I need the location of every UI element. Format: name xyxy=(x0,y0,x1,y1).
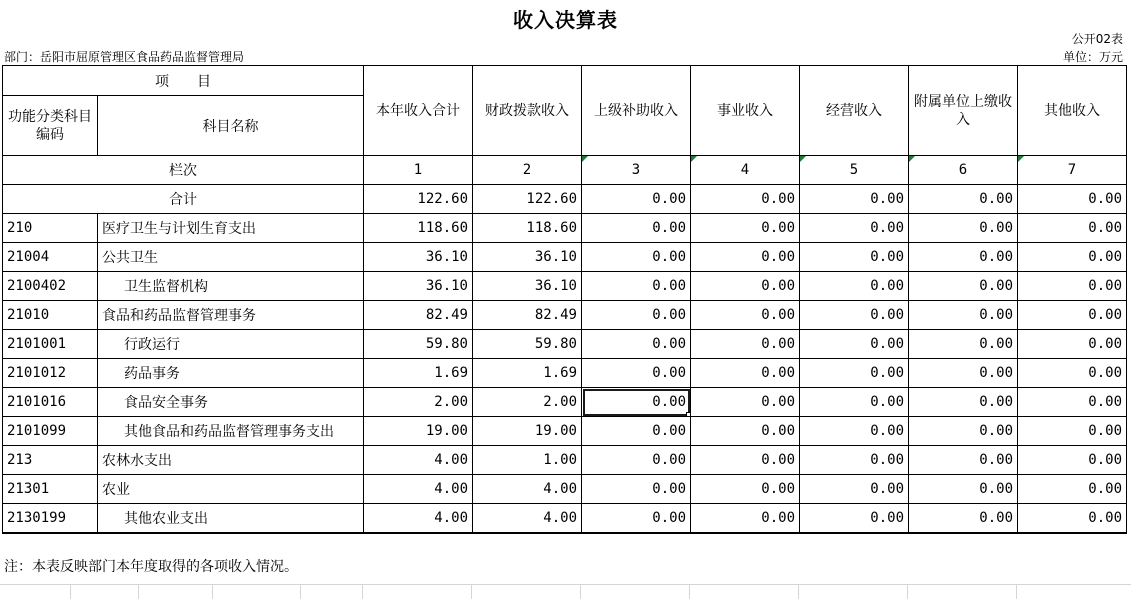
total-cell[interactable]: 0.00 xyxy=(1018,185,1127,214)
row-value-cell[interactable]: 0.00 xyxy=(691,388,800,417)
income-table xyxy=(2,65,1127,534)
total-label[interactable]: 合计 xyxy=(3,185,364,214)
row-value-cell[interactable]: 0.00 xyxy=(800,475,909,504)
table-row xyxy=(3,214,1127,243)
row-value-cell[interactable]: 0.00 xyxy=(800,301,909,330)
table-row xyxy=(3,272,1127,301)
row-name[interactable]: 食品安全事务 xyxy=(98,388,364,417)
row-value-cell[interactable]: 0.00 xyxy=(909,417,1018,446)
row-value-cell[interactable]: 0.00 xyxy=(1018,446,1127,475)
total-cell[interactable]: 0.00 xyxy=(909,185,1018,214)
row-value-cell[interactable]: 0.00 xyxy=(691,330,800,359)
row-value-cell[interactable]: 0.00 xyxy=(582,301,691,330)
table-note: 注：本表反映部门本年度取得的各项收入情况。 xyxy=(4,559,298,575)
total-cell[interactable]: 122.60 xyxy=(364,185,473,214)
header-code[interactable]: 功能分类科目编码 xyxy=(3,96,98,156)
row-value-cell[interactable]: 82.49 xyxy=(364,301,473,330)
report-title: 收入决算表 xyxy=(513,8,618,32)
row-value-cell[interactable]: 0.00 xyxy=(800,446,909,475)
row-value-cell[interactable]: 4.00 xyxy=(364,504,473,533)
row-value-cell[interactable]: 36.10 xyxy=(364,243,473,272)
row-code[interactable]: 2101016 xyxy=(3,388,98,417)
row-value-cell[interactable]: 0.00 xyxy=(582,330,691,359)
row-value-cell[interactable]: 0.00 xyxy=(1018,301,1127,330)
row-value-cell[interactable]: 0.00 xyxy=(1018,417,1127,446)
total-cell[interactable]: 0.00 xyxy=(582,185,691,214)
row-name[interactable]: 医疗卫生与计划生育支出 xyxy=(98,214,364,243)
header-item[interactable]: 项 目 xyxy=(3,66,364,96)
row-value-cell[interactable]: 0.00 xyxy=(800,272,909,301)
header-lanci[interactable]: 栏次 xyxy=(3,156,364,185)
table-row xyxy=(3,475,1127,504)
row-value-cell[interactable]: 0.00 xyxy=(1018,359,1127,388)
header-name[interactable]: 科目名称 xyxy=(98,96,364,156)
comment-flag-icon xyxy=(691,156,697,162)
header-col-7[interactable]: 其他收入 xyxy=(1018,66,1127,156)
comment-flag-icon xyxy=(909,156,915,162)
table-row xyxy=(3,446,1127,475)
row-value-cell[interactable]: 0.00 xyxy=(691,446,800,475)
row-value-cell[interactable]: 0.00 xyxy=(909,388,1018,417)
row-value-cell[interactable]: 36.10 xyxy=(473,272,582,301)
comment-flag-icon xyxy=(800,156,806,162)
table-row xyxy=(3,359,1127,388)
row-name[interactable]: 农林水支出 xyxy=(98,446,364,475)
header-col-3[interactable]: 上级补助收入 xyxy=(582,66,691,156)
row-value-cell[interactable]: 0.00 xyxy=(800,388,909,417)
row-value-cell[interactable]: 0.00 xyxy=(909,504,1018,533)
row-value-cell[interactable]: 36.10 xyxy=(364,272,473,301)
row-code[interactable]: 21010 xyxy=(3,301,98,330)
fill-handle[interactable] xyxy=(686,412,691,417)
total-cell[interactable]: 122.60 xyxy=(473,185,582,214)
total-row xyxy=(3,185,1127,214)
row-name[interactable]: 药品事务 xyxy=(98,359,364,388)
col-number-6[interactable]: 6 xyxy=(909,156,1018,185)
row-value-cell[interactable]: 0.00 xyxy=(800,243,909,272)
row-code[interactable]: 2100402 xyxy=(3,272,98,301)
row-value-cell[interactable]: 118.60 xyxy=(473,214,582,243)
row-value-cell[interactable]: 4.00 xyxy=(364,475,473,504)
row-value-cell[interactable]: 0.00 xyxy=(691,359,800,388)
row-value-cell[interactable]: 36.10 xyxy=(473,243,582,272)
table-row xyxy=(3,243,1127,272)
col-number-1[interactable]: 1 xyxy=(364,156,473,185)
row-value-cell[interactable]: 0.00 xyxy=(1018,272,1127,301)
total-cell[interactable]: 0.00 xyxy=(691,185,800,214)
row-value-cell[interactable]: 0.00 xyxy=(909,359,1018,388)
row-name[interactable]: 其他农业支出 xyxy=(98,504,364,533)
col-number-7[interactable]: 7 xyxy=(1018,156,1127,185)
row-code[interactable]: 2101001 xyxy=(3,330,98,359)
row-value-cell[interactable]: 0.00 xyxy=(909,272,1018,301)
row-value-cell[interactable]: 0.00 xyxy=(582,243,691,272)
row-value-cell[interactable]: 0.00 xyxy=(1018,388,1127,417)
row-value-cell[interactable]: 0.00 xyxy=(691,243,800,272)
row-value-cell[interactable]: 0.00 xyxy=(1018,504,1127,533)
header-col-6[interactable]: 附属单位上缴收入 xyxy=(909,66,1018,156)
row-value-cell[interactable]: 0.00 xyxy=(909,475,1018,504)
comment-flag-icon xyxy=(1018,156,1024,162)
row-value-cell[interactable]: 19.00 xyxy=(364,417,473,446)
header-col-5[interactable]: 经营收入 xyxy=(800,66,909,156)
row-value-cell[interactable]: 0.00 xyxy=(691,272,800,301)
col-number-4[interactable]: 4 xyxy=(691,156,800,185)
row-value-cell[interactable]: 0.00 xyxy=(800,214,909,243)
col-number-3[interactable]: 3 xyxy=(582,156,691,185)
row-code[interactable]: 2101099 xyxy=(3,417,98,446)
row-value-cell[interactable]: 0.00 xyxy=(691,475,800,504)
row-value-cell[interactable]: 0.00 xyxy=(909,214,1018,243)
row-value-cell[interactable]: 0.00 xyxy=(800,330,909,359)
department-label: 部门：岳阳市屈原管理区食品药品监督管理局 xyxy=(4,50,245,64)
row-value-cell[interactable]: 0.00 xyxy=(909,330,1018,359)
comment-flag-icon xyxy=(582,156,588,162)
row-value-cell[interactable]: 0.00 xyxy=(691,214,800,243)
table-row xyxy=(3,330,1127,359)
row-value-cell[interactable]: 0.00 xyxy=(691,504,800,533)
row-value-cell[interactable]: 0.00 xyxy=(582,446,691,475)
row-value-cell[interactable]: 0.00 xyxy=(1018,243,1127,272)
row-value-cell[interactable]: 0.00 xyxy=(909,301,1018,330)
header-col-4[interactable]: 事业收入 xyxy=(691,66,800,156)
row-value-cell[interactable]: 1.69 xyxy=(364,359,473,388)
row-value-cell[interactable]: 82.49 xyxy=(473,301,582,330)
header-col-2[interactable]: 财政拨款收入 xyxy=(473,66,582,156)
table-row xyxy=(3,301,1127,330)
table-row xyxy=(3,417,1127,446)
row-value-cell[interactable]: 0.00 xyxy=(582,504,691,533)
sheet-empty-row[interactable] xyxy=(0,584,1131,599)
row-name[interactable]: 行政运行 xyxy=(98,330,364,359)
unit-label: 单位：万元 xyxy=(1062,50,1123,64)
header-col-1[interactable]: 本年收入合计 xyxy=(364,66,473,156)
row-value-cell[interactable]: 0.00 xyxy=(582,475,691,504)
row-value-cell[interactable]: 0.00 xyxy=(582,359,691,388)
row-code[interactable]: 213 xyxy=(3,446,98,475)
row-value-cell[interactable]: 4.00 xyxy=(473,504,582,533)
row-value-cell[interactable]: 2.00 xyxy=(473,388,582,417)
row-value-cell[interactable]: 4.00 xyxy=(473,475,582,504)
row-value-cell[interactable]: 0.00 xyxy=(691,417,800,446)
row-value-cell[interactable]: 0.00 xyxy=(800,417,909,446)
row-value-cell[interactable]: 118.60 xyxy=(364,214,473,243)
row-value-cell[interactable]: 0.00 xyxy=(691,301,800,330)
row-value-cell[interactable]: 0.00 xyxy=(800,504,909,533)
row-value-cell[interactable]: 0.00 xyxy=(1018,475,1127,504)
total-cell[interactable]: 0.00 xyxy=(800,185,909,214)
row-code[interactable]: 21301 xyxy=(3,475,98,504)
row-value-cell[interactable]: 2.00 xyxy=(364,388,473,417)
row-name[interactable]: 卫生监督机构 xyxy=(98,272,364,301)
row-name[interactable]: 农业 xyxy=(98,475,364,504)
row-value-cell[interactable]: 0.00 xyxy=(1018,330,1127,359)
row-name[interactable]: 其他食品和药品监督管理事务支出 xyxy=(98,417,364,446)
row-value-cell[interactable]: 0.00 xyxy=(1018,214,1127,243)
table-row xyxy=(3,504,1127,533)
row-value-cell[interactable]: 0.00 xyxy=(800,359,909,388)
table-row xyxy=(3,388,1127,417)
row-value-cell[interactable]: 1.69 xyxy=(473,359,582,388)
col-number-2[interactable]: 2 xyxy=(473,156,582,185)
row-value-cell[interactable]: 4.00 xyxy=(364,446,473,475)
row-code[interactable]: 2101012 xyxy=(3,359,98,388)
selected-cell[interactable]: 0.00 xyxy=(582,388,691,417)
row-value-cell[interactable]: 59.80 xyxy=(364,330,473,359)
row-code[interactable]: 210 xyxy=(3,214,98,243)
row-code[interactable]: 2130199 xyxy=(3,504,98,533)
col-number-5[interactable]: 5 xyxy=(800,156,909,185)
row-name[interactable]: 食品和药品监督管理事务 xyxy=(98,301,364,330)
row-code[interactable]: 21004 xyxy=(3,243,98,272)
row-value-cell[interactable]: 0.00 xyxy=(582,417,691,446)
row-name[interactable]: 公共卫生 xyxy=(98,243,364,272)
row-value-cell[interactable]: 19.00 xyxy=(473,417,582,446)
row-value-cell[interactable]: 1.00 xyxy=(473,446,582,475)
row-value-cell[interactable]: 0.00 xyxy=(582,272,691,301)
row-value-cell[interactable]: 0.00 xyxy=(909,243,1018,272)
row-value-cell[interactable]: 0.00 xyxy=(582,214,691,243)
row-value-cell[interactable]: 0.00 xyxy=(909,446,1018,475)
public-table-number: 公开02表 xyxy=(1071,32,1123,46)
row-value-cell[interactable]: 59.80 xyxy=(473,330,582,359)
